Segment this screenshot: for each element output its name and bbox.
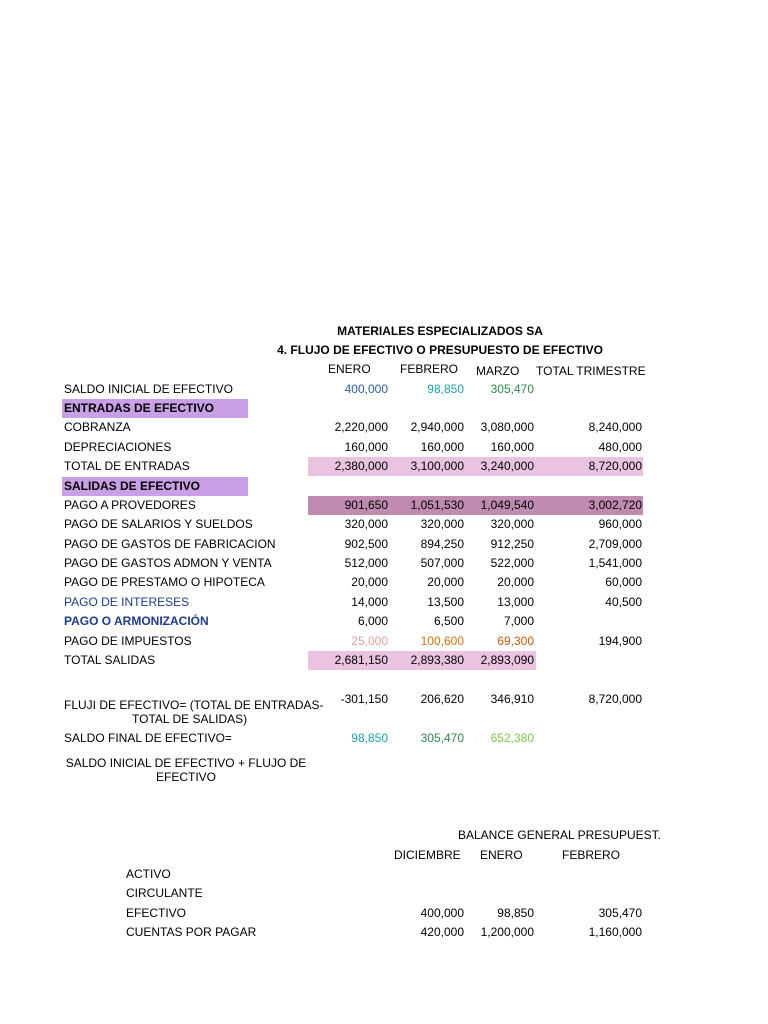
row-label: TOTAL DE ENTRADAS [64, 459, 190, 473]
value-febrero: 2,893,380 [410, 653, 464, 667]
balance-row-efectivo [0, 904, 768, 923]
value-marzo: 320,000 [490, 517, 534, 531]
value-febrero: 1,051,530 [410, 498, 464, 512]
value-marzo: 20,000 [497, 575, 534, 589]
column-header-enero: ENERO [328, 362, 371, 376]
report-title: 4. FLUJO DE EFECTIVO O PRESUPUESTO DE EFECTIVO [277, 343, 603, 357]
value-marzo: 305,470 [490, 382, 534, 396]
balance-column-diciembre: DICIEMBRE [394, 848, 461, 862]
value-enero: 2,681,150 [334, 653, 388, 667]
row-label: PAGO DE GASTOS DE FABRICACION [64, 537, 276, 551]
balance-circulante-label: CIRCULANTE [126, 886, 203, 900]
row-label: PAGO DE SALARIOS Y SUELDOS [64, 517, 253, 531]
row-saldo-inicial [0, 380, 768, 399]
value-total: 60,000 [605, 575, 642, 589]
value-enero: 6,000 [357, 614, 388, 628]
value-marzo: 346,910 [490, 692, 534, 706]
value-enero: 20,000 [351, 575, 388, 589]
section-header-label: SALIDAS DE EFECTIVO [64, 479, 201, 493]
value-febrero: 305,470 [420, 731, 464, 745]
value-total: 2,709,000 [588, 537, 642, 551]
value-febrero: 3,100,000 [410, 459, 464, 473]
value-febrero: 13,500 [427, 595, 464, 609]
row-pago-prestamo [0, 573, 768, 592]
balance-title: BALANCE GENERAL PRESUPUEST. [458, 828, 661, 842]
section-header-entradas [0, 399, 768, 418]
value-total: 8,720,000 [588, 692, 642, 706]
value-total: 3,002,720 [588, 498, 642, 512]
balance-column-enero: ENERO [480, 848, 523, 862]
value-marzo: 7,000 [503, 614, 534, 628]
value-febrero: 320,000 [420, 517, 464, 531]
value-total: 8,720,000 [588, 459, 642, 473]
value-febrero: 1,160,000 [588, 925, 642, 939]
row-label: SALDO INICIAL DE EFECTIVO [64, 382, 233, 396]
value-enero: 2,380,000 [334, 459, 388, 473]
row-depreciaciones [0, 438, 768, 457]
row-cobranza [0, 418, 768, 437]
value-enero: 98,850 [497, 906, 534, 920]
value-marzo: 160,000 [490, 440, 534, 454]
value-enero: 98,850 [351, 731, 388, 745]
row-label: PAGO A PROVEDORES [64, 498, 196, 512]
column-header-febrero: FEBRERO [400, 362, 459, 376]
value-marzo: 522,000 [490, 556, 534, 570]
value-marzo: 1,049,540 [480, 498, 534, 512]
value-febrero: 2,940,000 [410, 420, 464, 434]
row-label: TOTAL SALIDAS [64, 653, 156, 667]
value-marzo: 13,000 [497, 595, 534, 609]
row-label: PAGO DE IMPUESTOS [64, 634, 192, 648]
row-label: PAGO DE INTERESES [64, 595, 190, 609]
value-enero: 25,000 [351, 634, 388, 648]
row-label: PAGO DE GASTOS ADMON Y VENTA [64, 556, 272, 570]
row-label: EFECTIVO [126, 906, 187, 920]
value-diciembre: 420,000 [420, 925, 464, 939]
value-total: 1,541,000 [588, 556, 642, 570]
value-febrero: 98,850 [427, 382, 464, 396]
value-total: 960,000 [598, 517, 642, 531]
row-pago-fabricacion [0, 535, 768, 554]
value-enero: 512,000 [344, 556, 388, 570]
value-febrero: 160,000 [420, 440, 464, 454]
flujo-label-line2: TOTAL DE SALIDAS) [132, 712, 248, 726]
balance-activo-label: ACTIVO [126, 867, 171, 881]
row-label: COBRANZA [64, 420, 131, 434]
value-enero: 160,000 [344, 440, 388, 454]
row-pago-armonizacion [0, 612, 768, 631]
value-febrero: 305,470 [598, 906, 642, 920]
value-total: 40,500 [605, 595, 642, 609]
value-enero: 901,650 [344, 498, 388, 512]
formula-note-line2: EFECTIVO [155, 770, 216, 784]
column-header-total-trimestre: TOTAL TRIMESTRE [536, 364, 646, 378]
value-febrero: 100,600 [420, 634, 464, 648]
value-enero: 320,000 [344, 517, 388, 531]
value-enero: 902,500 [344, 537, 388, 551]
balance-row-cuentas-por-pagar [0, 923, 768, 942]
value-febrero: 20,000 [427, 575, 464, 589]
value-enero: 1,200,000 [480, 925, 534, 939]
value-enero: 400,000 [344, 382, 388, 396]
value-marzo: 69,300 [497, 634, 534, 648]
row-flujo [0, 690, 768, 709]
value-total: 194,900 [598, 634, 642, 648]
row-pago-impuestos [0, 632, 768, 651]
value-marzo: 912,250 [490, 537, 534, 551]
row-label: PAGO DE PRESTAMO O HIPOTECA [64, 575, 265, 589]
value-febrero: 894,250 [420, 537, 464, 551]
value-febrero: 507,000 [420, 556, 464, 570]
row-label: SALDO FINAL DE EFECTIVO= [64, 731, 232, 745]
section-header-label: ENTRADAS DE EFECTIVO [64, 401, 215, 415]
section-header-salidas [0, 477, 768, 496]
row-total-salidas [0, 651, 768, 670]
value-enero: 2,220,000 [334, 420, 388, 434]
row-pago-salarios [0, 515, 768, 534]
column-header-marzo: MARZO [476, 364, 520, 378]
value-marzo: 652,380 [490, 731, 534, 745]
row-label: PAGO O ARMONIZACIÓN [64, 614, 209, 628]
row-pago-proveedores [0, 496, 768, 515]
row-label: DEPRECIACIONES [64, 440, 172, 454]
value-febrero: 206,620 [420, 692, 464, 706]
row-saldo-final [0, 729, 768, 748]
value-febrero: 6,500 [433, 614, 464, 628]
formula-note-line1: SALDO INICIAL DE EFECTIVO + FLUJO DE [65, 756, 307, 770]
value-enero: 14,000 [351, 595, 388, 609]
value-marzo: 3,240,000 [480, 459, 534, 473]
row-label: CUENTAS POR PAGAR [126, 925, 257, 939]
value-diciembre: 400,000 [420, 906, 464, 920]
row-pago-admon [0, 554, 768, 573]
value-marzo: 3,080,000 [480, 420, 534, 434]
row-pago-intereses [0, 593, 768, 612]
value-total: 480,000 [598, 440, 642, 454]
row-total-entradas [0, 457, 768, 476]
company-title: MATERIALES ESPECIALIZADOS SA [337, 324, 543, 338]
value-total: 8,240,000 [588, 420, 642, 434]
balance-column-febrero: FEBRERO [562, 848, 621, 862]
flujo-label-line1: FLUJI DE EFECTIVO= (TOTAL DE ENTRADAS- [64, 698, 324, 712]
value-enero: -301,150 [340, 692, 388, 706]
value-marzo: 2,893,090 [480, 653, 534, 667]
